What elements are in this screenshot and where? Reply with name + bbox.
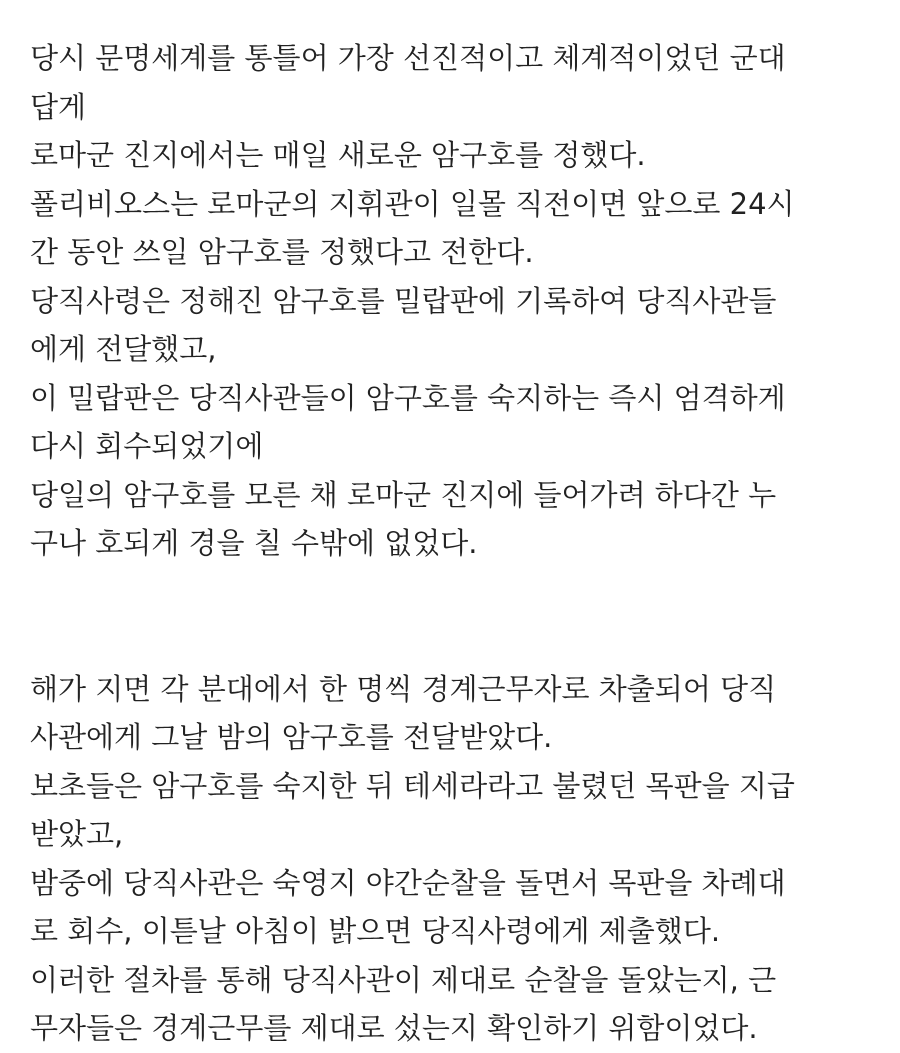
text-line: 이 밀랍판은 당직사관들이 암구호를 숙지하는 즉시 엄격하게 (30, 380, 786, 415)
text-line: 이러한 절차를 통해 당직사관이 제대로 순찰을 돌았는지, 근 (30, 962, 777, 997)
text-line: 구나 호되게 경을 칠 수밖에 없었다. (30, 526, 478, 560)
text-line: 받았고, (30, 817, 124, 851)
text-line: 답게 (30, 89, 87, 124)
paragraph-spacer (30, 568, 880, 665)
text-line: 당직사령은 정해진 암구호를 밀랍판에 기록하여 당직사관들 (30, 283, 777, 318)
text-line: 폴리비오스는 로마군의 지휘관이 일몰 직전이면 앞으로 24시 (30, 186, 795, 221)
text-line: 해가 지면 각 분대에서 한 명씩 경계근무자로 차출되어 당직 (30, 671, 777, 706)
text-line: 에게 전달했고, (30, 332, 217, 366)
text-line: 로 회수, 이튿날 아침이 밝으면 당직사령에게 제출했다. (30, 914, 721, 948)
paragraph-roman-passwords (30, 34, 880, 568)
text-line: 당시 문명세계를 통틀어 가장 선진적이고 체계적이었던 군대 (30, 41, 786, 75)
text-line: 로마군 진지에서는 매일 새로운 암구호를 정했다. (30, 138, 646, 172)
text-line: 보초들은 암구호를 숙지한 뒤 테세라라고 불렸던 목판을 지급 (30, 768, 795, 803)
text-line: 무자들은 경계근무를 제대로 섰는지 확인하기 위함이었다. (30, 1011, 758, 1045)
text-line: 간 동안 쓰일 암구호를 정했다고 전한다. (30, 235, 534, 269)
document-body (30, 34, 880, 1053)
text-line: 당일의 암구호를 모른 채 로마군 진지에 들어가려 하다간 누 (30, 477, 777, 512)
text-line: 사관에게 그날 밤의 암구호를 전달받았다. (30, 720, 553, 754)
text-line: 다시 회수되었기에 (30, 429, 264, 463)
text-line: 밤중에 당직사관은 숙영지 야간순찰을 돌면서 목판을 차례대 (30, 865, 786, 900)
paragraph-night-watch (30, 665, 880, 1053)
